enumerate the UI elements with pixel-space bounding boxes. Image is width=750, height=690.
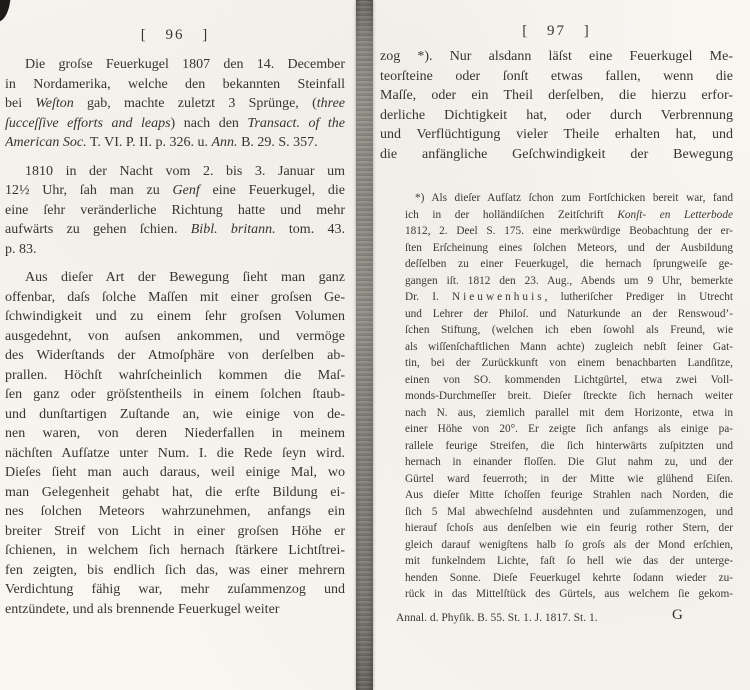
text-segment: rück in das Mittelſtück des Gürtels, aus welchem ſie gekom- <box>405 588 733 600</box>
paragraph <box>380 47 733 164</box>
text-segment: breiter Streif von Licht in einer groſsen Höhe er <box>5 523 345 539</box>
text-segment: und Lehrer der Philoſ. und Naturkunde an der Renswoud’- <box>405 307 733 320</box>
text-segment: teorſteine oder ſonſt etwas fallen, wenn die <box>380 68 733 84</box>
text-line <box>5 600 345 620</box>
text-line <box>5 463 345 483</box>
text-segment: Aus dieſer Art der Bewegung ſieht man ganz <box>25 270 345 285</box>
text-line <box>5 424 345 444</box>
text-segment: ſich 5 Mal abwechſelnd ausdehnten und zuſammenzogen, und <box>405 505 733 518</box>
text-line <box>5 541 345 561</box>
page-gutter-shadow <box>356 0 373 690</box>
text-line <box>5 366 345 386</box>
text-line <box>405 256 733 273</box>
text-line <box>380 47 733 67</box>
page-96-body-text <box>5 55 345 619</box>
text-segment: zog *). Nur alsdann läſst eine Feuerkugel Me- <box>380 49 733 64</box>
text-segment: ſen ganz oder gröſstentheils in einem ſolchen ſtaub- <box>5 387 345 402</box>
text-segment: hernach in einander floſſen. Die Glut nahm zu, und der <box>405 456 733 468</box>
text-segment: einer Höhe von 20°. Er zeigte ſich anfangs als einige pa- <box>405 423 733 435</box>
scan-artifact-corner-mark <box>0 0 11 23</box>
paragraph <box>405 190 733 603</box>
text-line <box>380 106 733 126</box>
text-line <box>405 207 733 224</box>
paragraph <box>5 55 345 153</box>
text-line <box>405 240 733 257</box>
text-segment: hierauf ſchoſs aus denſelben wie ein feurig rother Stern, der <box>405 522 733 534</box>
text-segment: die anfängliche Geſchwindigkeit der Bewegung <box>380 146 733 162</box>
text-segment: Genf <box>172 183 200 198</box>
text-segment: nächſten Aufſatze unter Num. I. die Rede ſeyn wird. <box>5 445 345 461</box>
text-segment: *) Als dieſer Aufſatz ſchon zum Fortſchicken bereit war, fand <box>415 192 733 204</box>
text-line <box>405 454 733 471</box>
text-line <box>380 67 733 87</box>
text-segment: ſucceſſive efforts and leaps <box>5 115 171 131</box>
text-line <box>380 125 733 145</box>
text-segment: three <box>316 96 345 111</box>
text-segment: eine Feuerkugel, die <box>199 183 345 198</box>
text-segment: derliche Dichtigkeit hat, oder durch Verbrennung <box>380 107 733 123</box>
text-segment: Die groſse Feuerkugel 1807 den 14. December <box>25 57 345 72</box>
text-line <box>405 372 733 389</box>
text-line <box>5 220 345 240</box>
text-segment: bei <box>5 96 36 111</box>
text-line <box>405 388 733 405</box>
text-segment: Aus dieſer Mitte ſchoſſen feurige Strahlen nach Norden, die <box>405 489 733 501</box>
text-segment: ) nach den <box>170 115 248 131</box>
text-segment: ſchienen, in welchem ſich hernach ſtärkere Lichtſtrei- <box>5 543 345 558</box>
footnote-block <box>405 190 733 603</box>
text-line <box>5 307 345 327</box>
text-segment: als wiſſenſchaftlichen Mann achte) zugleich nebſt ſeiner Gat- <box>405 340 733 353</box>
text-segment: ausgedehnt, von auſsen ankommen, und vermöge <box>5 328 345 344</box>
text-segment: gangen iſt. 1812 den 23. Aug., Abends um 9 Uhr, bemerkte <box>405 274 733 287</box>
text-segment: tom. 43. <box>275 222 345 237</box>
page-97-body-text <box>380 47 733 164</box>
text-line <box>5 522 345 542</box>
text-segment: fen zeigten, bis endlich ſich das, was einer mehrern <box>5 562 345 578</box>
text-segment: in Nordamerika, welche den bekannten Steinfall <box>5 76 345 92</box>
text-line <box>5 240 345 260</box>
journal-signature: Annal. d. Phyſik. B. 55. St. 1. J. 1817. St. 1. <box>396 611 598 624</box>
text-line <box>5 483 345 503</box>
paragraph <box>5 268 345 619</box>
text-segment: des Widerſtands der Atmoſphäre von derſelben ab- <box>5 348 345 363</box>
text-segment: 12½ Uhr, ſah man zu <box>5 183 173 198</box>
text-segment: mit funkelndem Lichte, faſt ſo hell wie das der unterge- <box>405 555 733 567</box>
text-line <box>405 190 733 207</box>
text-line <box>405 487 733 504</box>
text-segment: und Verflüchtigung vieler Theile erhalten hat, und <box>380 127 733 142</box>
text-line <box>405 570 733 587</box>
text-segment: T. VI. P. II. p. 326. u. <box>86 135 212 150</box>
text-segment: ſchwindigkeit und zu einem ſehr groſsen Volumen <box>5 309 345 324</box>
text-line <box>5 405 345 425</box>
text-segment: man Gelegenheit gehabt hat, die erſte Bildung ei- <box>5 484 345 500</box>
text-segment: deſſelben zu einer Feuerkugel, die hernach ſprungweiſe ge- <box>405 258 733 270</box>
text-segment: ſchen Stiftung, (welchen ich eben ſowohl als Freund, wie <box>405 324 733 336</box>
text-segment: , lutheriſcher Prediger in Utrecht <box>544 291 733 303</box>
text-line <box>405 273 733 290</box>
text-segment: Maſſe, oder ein Theil derſelben, die hierzu erfor- <box>380 88 733 103</box>
text-segment: Gürtel ward feuerroth; in der Mitte wie glühend Eiſen. <box>405 472 733 485</box>
text-segment: einen von SO. kommenden Lichtgürtel, etwa zwei Voll- <box>405 373 733 386</box>
text-line <box>405 438 733 455</box>
page-number-left: [ 96 ] <box>140 27 210 43</box>
text-line <box>5 55 345 75</box>
text-line <box>5 181 345 201</box>
text-segment: Nieuwenhuis <box>452 291 545 303</box>
text-segment: nes ſolchen Meteors wahrzunehmen, anfangs ein <box>5 504 345 519</box>
text-line <box>5 561 345 581</box>
text-segment: Verdichtung fähig war, mehr zuſammenzog und <box>5 582 345 597</box>
text-segment: rallele feurige Streifen, die ſich hinterwärts zuſpitzten und <box>405 439 733 452</box>
text-segment: p. 83. <box>5 241 37 257</box>
text-line <box>405 405 733 422</box>
text-segment: Dr. I. <box>405 291 452 303</box>
text-segment: gab, machte zuletzt 3 Sprünge, ( <box>73 96 317 111</box>
text-line <box>405 306 733 323</box>
text-line <box>5 385 345 405</box>
text-line <box>405 504 733 521</box>
text-line <box>5 268 345 288</box>
text-line <box>5 327 345 347</box>
text-line <box>405 322 733 339</box>
text-line <box>380 86 733 106</box>
text-line <box>5 580 345 600</box>
text-segment: offenbar, daſs ſolche Maſſen mit einer groſsen Ge- <box>5 289 345 305</box>
text-line <box>5 346 345 366</box>
page-97 <box>380 22 733 627</box>
text-line <box>405 586 733 603</box>
text-segment: 1810 in der Nacht vom 2. bis 3. Januar um <box>25 163 345 179</box>
text-segment: Transact. of the <box>247 115 345 131</box>
page-96 <box>5 26 345 619</box>
text-line <box>405 553 733 570</box>
text-segment: 1812, 2. Deel S. 175. eine merkwürdige Beobachtung der er- <box>405 225 733 237</box>
text-segment: American Soc. <box>5 135 87 150</box>
text-segment: monds-Durchmeſſer breit. Dieſer ſtreckte ſich hernach weiter <box>405 390 733 402</box>
text-segment: aufwärts zu gehen ſchien. <box>5 222 191 237</box>
text-line <box>5 201 345 221</box>
text-segment: Bibl. britann. <box>190 222 276 237</box>
text-segment: ich in der holländiſchen Zeitſchrift <box>405 208 618 221</box>
text-line <box>405 421 733 438</box>
text-segment: entzündete, und als brennende Feuerkugel weiter <box>5 601 280 617</box>
text-segment: tin, bei der Zurückkunft von einem benachbarten Landſitze, <box>405 357 733 369</box>
text-segment: und dunſtartigen Zuſtande an, wie einige von de- <box>5 406 345 422</box>
signature-line <box>396 606 733 627</box>
text-line <box>5 94 345 114</box>
text-line <box>5 114 345 134</box>
catchword: G <box>672 606 683 623</box>
text-line <box>5 162 345 182</box>
text-line <box>405 355 733 372</box>
text-segment: Ann. <box>211 135 238 150</box>
text-line <box>405 537 733 554</box>
text-segment: nach N. aus, ziemlich parallel mit dem Horizonte, etwa in <box>405 406 733 419</box>
text-segment: nen waren, von deren Niederfallen in meinem <box>5 426 345 441</box>
text-line <box>5 502 345 522</box>
text-segment: henden Sonne. Dieſe Feuerkugel kehrte ſodann wieder zu- <box>405 571 733 584</box>
text-line <box>5 288 345 308</box>
text-line <box>380 145 733 165</box>
text-segment: Weſton <box>35 96 74 111</box>
text-segment: ſten Erſcheinung eines ſolchen Meteors, und der Ausbildung <box>405 241 733 254</box>
page-number-right: [ 97 ] <box>522 23 591 39</box>
text-segment: eine ſehr veränderliche Richtung hatte und mehr <box>5 202 345 218</box>
text-line <box>405 471 733 488</box>
text-line <box>5 133 345 153</box>
text-line <box>405 520 733 537</box>
text-segment: Dieſes ſieht man auch daraus, weil einige Mal, wo <box>5 465 345 480</box>
text-line <box>405 289 733 306</box>
text-line <box>405 339 733 356</box>
text-segment: B. 29. S. 357. <box>237 135 318 150</box>
text-line <box>5 444 345 464</box>
text-line <box>5 75 345 95</box>
text-segment: gleich darauf wenigſtens halb ſo groſs als der Mond erſchien, <box>405 538 733 551</box>
paragraph <box>5 162 345 260</box>
text-segment: prallen. Höchſt wahrſcheinlich kommen die Maſ- <box>5 367 345 383</box>
text-segment: Konſt- en Letterbode <box>617 208 733 221</box>
text-line <box>405 223 733 240</box>
